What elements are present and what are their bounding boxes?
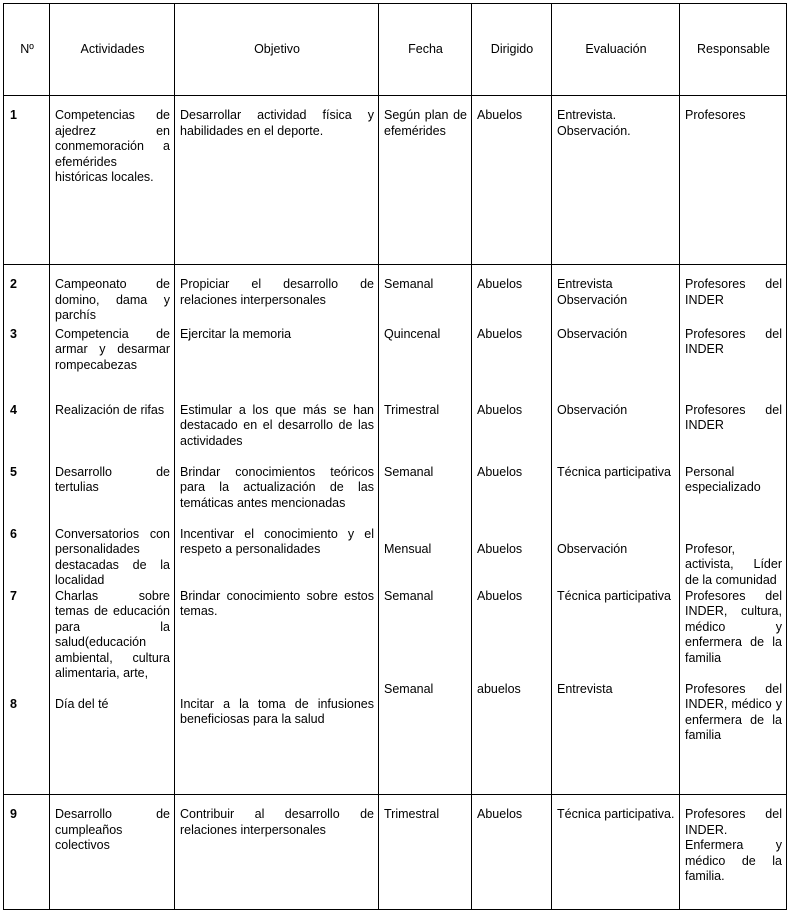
audience-cell: abuelos bbox=[472, 682, 552, 795]
objective-cell: Incitar a la toma de infusiones beneficiosas para la salud bbox=[175, 682, 379, 795]
row-number: 2 bbox=[4, 265, 50, 327]
header-evaluacion: Evaluación bbox=[552, 4, 680, 96]
audience-cell: Abuelos bbox=[472, 327, 552, 403]
audience-cell: Abuelos bbox=[472, 265, 552, 327]
evaluation-cell: Observación bbox=[552, 527, 680, 589]
row-number: 5 bbox=[4, 465, 50, 527]
table-row bbox=[4, 327, 787, 403]
objective-cell: Brindar conocimiento sobre estos temas. bbox=[175, 589, 379, 682]
header-num: Nº bbox=[4, 4, 50, 96]
responsible-cell: Profesores del INDER bbox=[680, 327, 787, 403]
row-number: 6 bbox=[4, 527, 50, 589]
date-cell: Trimestral bbox=[379, 795, 472, 910]
activity-cell: Charlas sobre temas de educación para la salud(educación ambiental, cultura alimentaria, arte, bbox=[50, 589, 175, 682]
date-cell: Semanal bbox=[379, 465, 472, 527]
table-row bbox=[4, 682, 787, 795]
evaluation-cell: Observación bbox=[552, 327, 680, 403]
objective-cell: Contribuir al desarrollo de relaciones interpersonales bbox=[175, 795, 379, 910]
date-cell: Trimestral bbox=[379, 403, 472, 465]
header-row bbox=[4, 4, 787, 96]
responsible-cell: Personal especializado bbox=[680, 465, 787, 527]
evaluation-cell: Técnica participativa. bbox=[552, 795, 680, 910]
objective-cell: Ejercitar la memoria bbox=[175, 327, 379, 403]
evaluation-cell: Entrevista bbox=[552, 682, 680, 795]
evaluation-cell: Técnica participativa bbox=[552, 589, 680, 682]
objective-cell: Propiciar el desarrollo de relaciones interpersonales bbox=[175, 265, 379, 327]
audience-cell: Abuelos bbox=[472, 465, 552, 527]
activities-table bbox=[3, 3, 787, 910]
table-row bbox=[4, 403, 787, 465]
activity-cell: Desarrollo de cumpleaños colectivos bbox=[50, 795, 175, 910]
activity-cell: Realización de rifas bbox=[50, 403, 175, 465]
evaluation-cell: Técnica participativa bbox=[552, 465, 680, 527]
activity-cell: Competencias de ajedrez en conmemoración a efemérides históricas locales. bbox=[50, 96, 175, 265]
evaluation-cell: Entrevista. Observación. bbox=[552, 96, 680, 265]
audience-cell: Abuelos bbox=[472, 403, 552, 465]
activity-cell: Conversatorios con personalidades destacadas de la localidad bbox=[50, 527, 175, 589]
date-cell: Semanal bbox=[379, 589, 472, 682]
row-number: 3 bbox=[4, 327, 50, 403]
header-dirigido: Dirigido bbox=[472, 4, 552, 96]
activity-cell: Desarrollo de tertulias bbox=[50, 465, 175, 527]
date-cell: Quincenal bbox=[379, 327, 472, 403]
activity-cell: Día del té bbox=[50, 682, 175, 795]
responsible-cell: Profesor, activista, Líder de la comunidad bbox=[680, 527, 787, 589]
row-number: 4 bbox=[4, 403, 50, 465]
objective-cell: Brindar conocimientos teóricos para la actualización de las temáticas antes mencionadas bbox=[175, 465, 379, 527]
objective-cell: Estimular a los que más se han destacado en el desarrollo de las actividades bbox=[175, 403, 379, 465]
header-fecha: Fecha bbox=[379, 4, 472, 96]
row-number: 7 bbox=[4, 589, 50, 682]
table-row bbox=[4, 795, 787, 910]
responsible-cell: Profesores del INDER bbox=[680, 265, 787, 327]
objective-cell: Incentivar el conocimiento y el respeto a personalidades bbox=[175, 527, 379, 589]
row-number: 1 bbox=[4, 96, 50, 265]
date-cell: Según plan de efemérides bbox=[379, 96, 472, 265]
table-row bbox=[4, 96, 787, 265]
audience-cell: Abuelos bbox=[472, 795, 552, 910]
evaluation-cell: Observación bbox=[552, 403, 680, 465]
responsible-cell: Profesores del INDER. Enfermera y médico de la familia. bbox=[680, 795, 787, 910]
header-objetivo: Objetivo bbox=[175, 4, 379, 96]
date-cell: Mensual bbox=[379, 527, 472, 589]
audience-cell: Abuelos bbox=[472, 527, 552, 589]
row-number: 9 bbox=[4, 795, 50, 910]
table-row bbox=[4, 589, 787, 682]
responsible-cell: Profesores del INDER bbox=[680, 403, 787, 465]
activity-cell: Campeonato de domino, dama y parchís bbox=[50, 265, 175, 327]
evaluation-cell: Entrevista Observación bbox=[552, 265, 680, 327]
header-actividades: Actividades bbox=[50, 4, 175, 96]
table-row bbox=[4, 527, 787, 589]
header-responsable: Responsable bbox=[680, 4, 787, 96]
table-row bbox=[4, 465, 787, 527]
audience-cell: Abuelos bbox=[472, 589, 552, 682]
date-cell: Semanal bbox=[379, 265, 472, 327]
date-cell: Semanal bbox=[379, 682, 472, 795]
responsible-cell: Profesores del INDER, cultura, médico y enfermera de la familia bbox=[680, 589, 787, 682]
responsible-cell: Profesores del INDER, médico y enfermera de la familia bbox=[680, 682, 787, 795]
audience-cell: Abuelos bbox=[472, 96, 552, 265]
objective-cell: Desarrollar actividad física y habilidades en el deporte. bbox=[175, 96, 379, 265]
table-row bbox=[4, 265, 787, 327]
responsible-cell: Profesores bbox=[680, 96, 787, 265]
row-number: 8 bbox=[4, 682, 50, 795]
activity-cell: Competencia de armar y desarmar rompecabezas bbox=[50, 327, 175, 403]
